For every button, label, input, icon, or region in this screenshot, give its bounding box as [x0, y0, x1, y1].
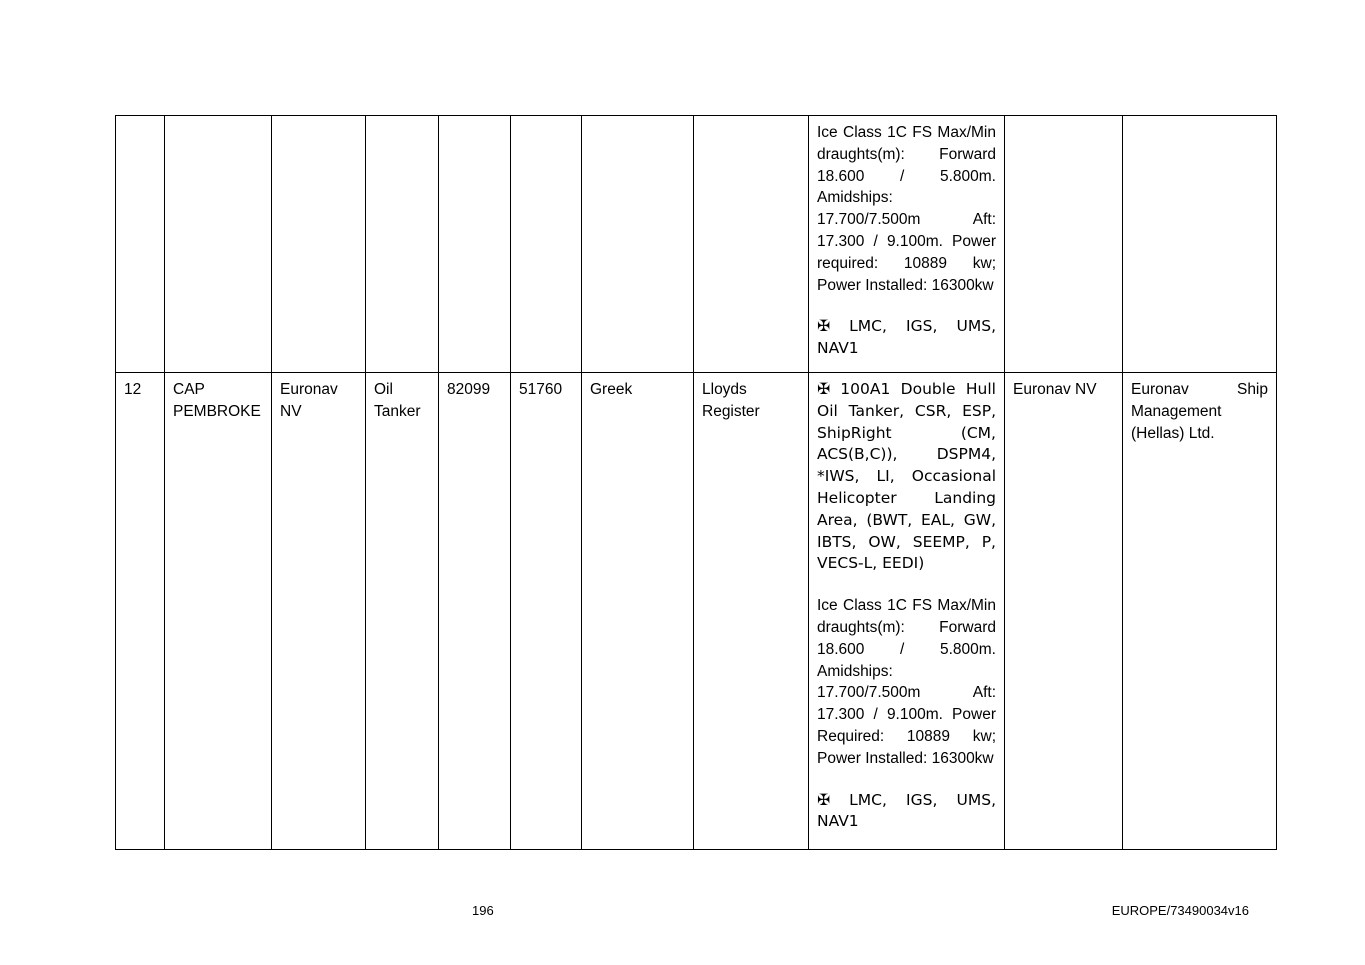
cell-empty [511, 116, 582, 373]
cell-class-society: Lloyds Register [694, 373, 809, 850]
table-row [116, 373, 1277, 850]
table-row-continued [116, 116, 1277, 373]
class-notes: Ice Class 1C FS Max/Min draughts(m): Forward 18.600 / 5.800m. Amidships: 17.700/7.500m Aft: 17.300 / 9.100m. Power required: 10889 kw; Power Installed: 16300kw [817, 124, 996, 294]
class-notations: ✠ LMC, IGS, UMS, NAV1 [817, 790, 996, 831]
cell-empty [272, 116, 366, 373]
cell-empty [1005, 116, 1123, 373]
cell-empty [582, 116, 694, 373]
cell-manager: Euronav Ship Management (Hellas) Ltd. [1123, 373, 1277, 850]
cell-dwt: 82099 [439, 373, 511, 850]
cell-class-notation [809, 116, 1005, 373]
cell-empty [366, 116, 439, 373]
vessel-table [115, 115, 1277, 850]
class-notes: Ice Class 1C FS Max/Min draughts(m): Forward 18.600 / 5.800m. Amidships: 17.700/7.500m Aft: 17.300 / 9.100m. Power Required: 10889 kw; Power Installed: 16300kw [817, 597, 996, 767]
cell-empty [116, 116, 165, 373]
cell-registered-owner: Euronav NV [1005, 373, 1123, 850]
cell-empty [165, 116, 272, 373]
cell-empty [439, 116, 511, 373]
class-notations: ✠ LMC, IGS, UMS, NAV1 [817, 317, 996, 358]
cell-owner: Euronav NV [272, 373, 366, 850]
cell-class-notation [809, 373, 1005, 850]
cell-empty [694, 116, 809, 373]
class-main: ✠ 100A1 Double Hull Oil Tanker, CSR, ESP, ShipRight (CM, ACS(B,C)), DSPM4, *IWS, LI, Occasional Helicopter Landing Area, (BWT, EAL, GW, IBTS, OW, SEEMP, P, VECS-L, EEDI) [817, 380, 996, 573]
cell-vessel-type: Oil Tanker [366, 373, 439, 850]
cell-vessel-name: CAP PEMBROKE [165, 373, 272, 850]
cell-row-number: 12 [116, 373, 165, 850]
cell-gt: 51760 [511, 373, 582, 850]
document-reference: EUROPE/73490034v16 [1111, 903, 1249, 918]
page-number: 196 [472, 903, 494, 918]
cell-empty [1123, 116, 1277, 373]
cell-flag: Greek [582, 373, 694, 850]
